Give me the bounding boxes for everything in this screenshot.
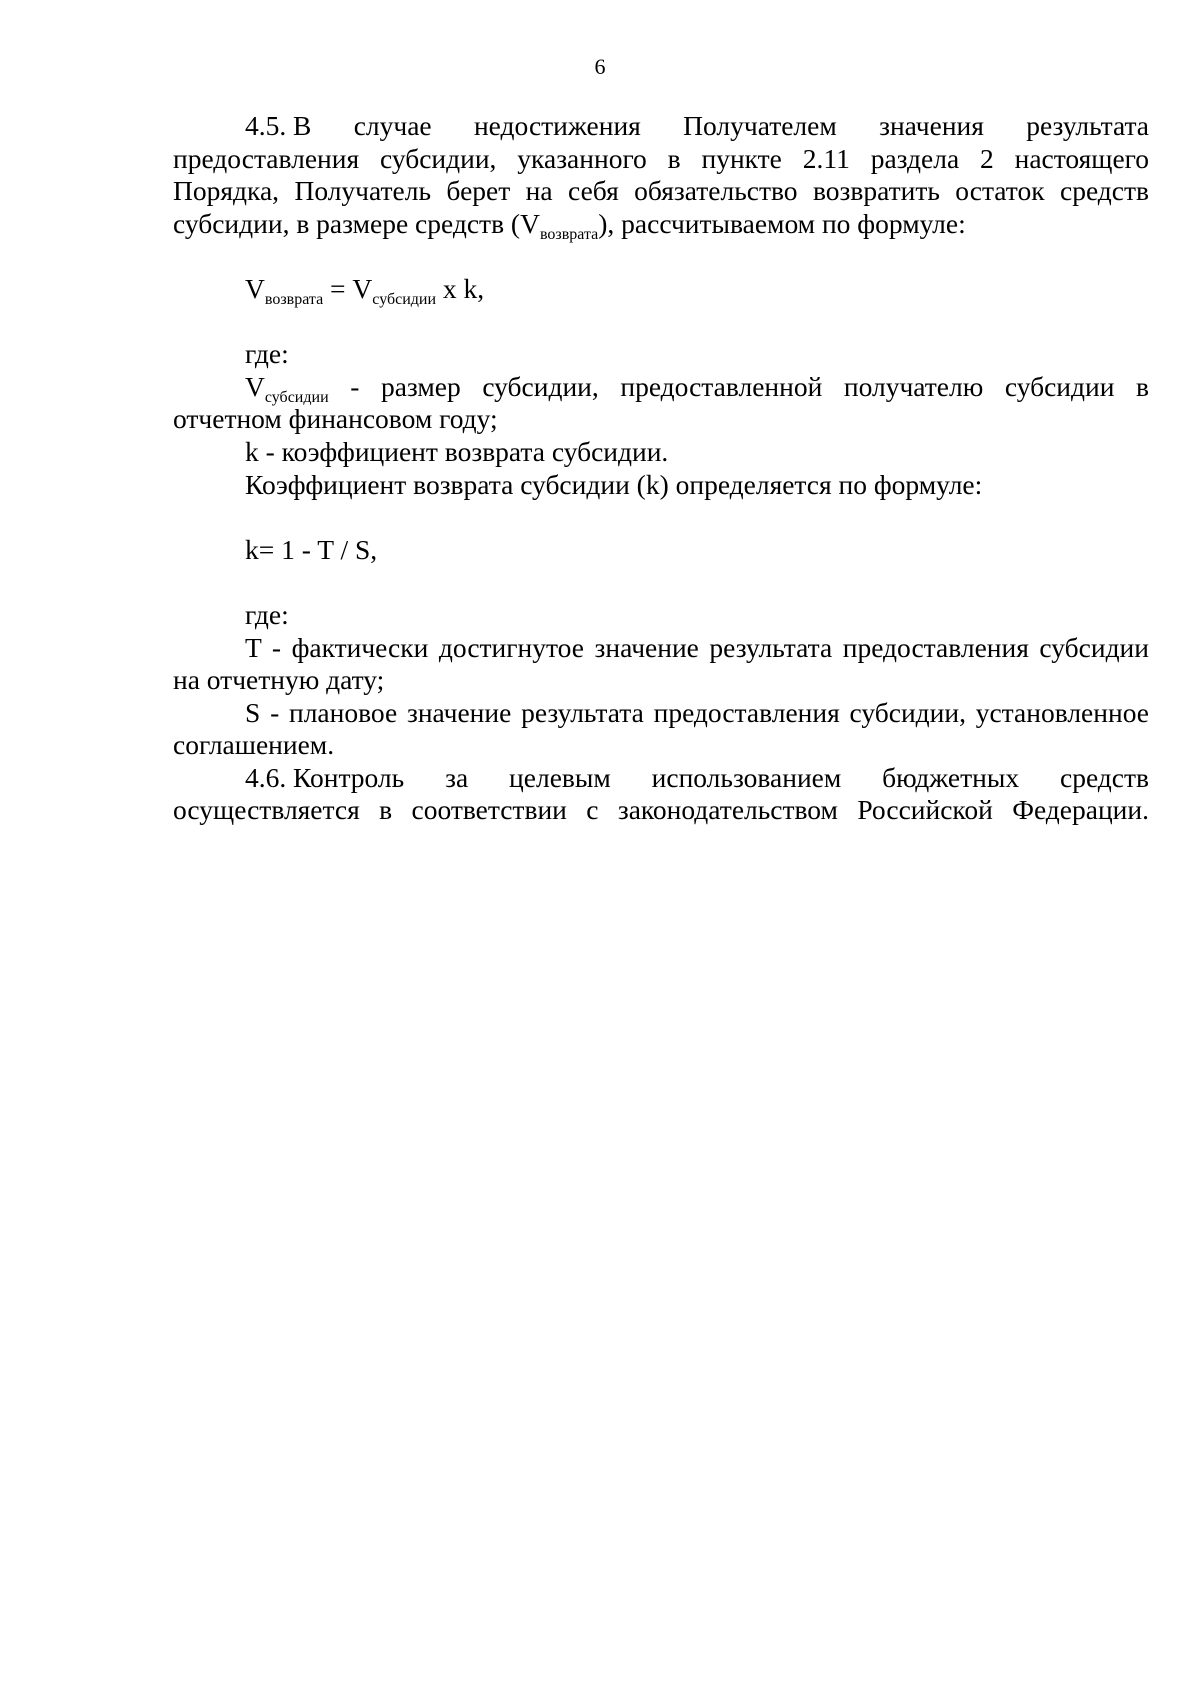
where-label: где:	[245, 338, 289, 370]
formula-variable: V	[245, 272, 265, 304]
spacer	[173, 566, 1149, 599]
formula-k: k= 1 - T / S,	[245, 533, 378, 565]
definition-s: S - плановое значение результата предоставления субсидии, установленное соглашением.	[173, 696, 1149, 761]
formula-tail: x k,	[436, 272, 485, 304]
subscript: субсидии	[264, 388, 329, 406]
definition-k: k - коэффициент возврата субсидии.	[245, 435, 669, 467]
paragraph-number: 4.6.	[245, 761, 287, 793]
document-body	[173, 110, 1149, 827]
spacer	[173, 306, 1149, 339]
spacer	[173, 501, 1149, 534]
definition-t: T - фактически достигнутое значение результата предоставления субсидии на отчетную дату;	[173, 631, 1149, 696]
spacer	[173, 240, 1149, 273]
formula-equals: = V	[323, 272, 373, 304]
paragraph-number: 4.5.	[245, 110, 287, 141]
formula-return	[173, 273, 1149, 306]
definition-variable: V	[245, 370, 265, 402]
paragraph-text-end: ), рассчитываемом по формуле:	[598, 207, 966, 239]
page-number: 6	[594, 54, 606, 79]
subscript: возврата	[264, 290, 324, 308]
definition-v	[173, 371, 1149, 436]
paragraph-4-6	[173, 762, 1149, 827]
where-label: где:	[245, 598, 289, 630]
paragraph-text: Контроль за целевым использованием бюджетных средств осуществляется в соответствии с законодательством Российской Федерации.	[173, 761, 1149, 826]
paragraph-text: В случае недостижения Получателем значения результата предоставления субсидии, указанного в пункте 2.11 раздела 2 настоящего Порядка, Получатель берет на себя обязательство возвратить остаток средств субсидии, в размере средств (V	[173, 110, 1149, 239]
subscript: возврата	[539, 225, 599, 243]
k-intro: Коэффициент возврата субсидии (k) определяется по формуле:	[245, 468, 983, 500]
subscript: субсидии	[372, 290, 437, 308]
definition-text: - размер субсидии, предоставленной получателю субсидии в отчетном финансовом году;	[173, 370, 1149, 435]
paragraph-4-5	[173, 110, 1149, 243]
